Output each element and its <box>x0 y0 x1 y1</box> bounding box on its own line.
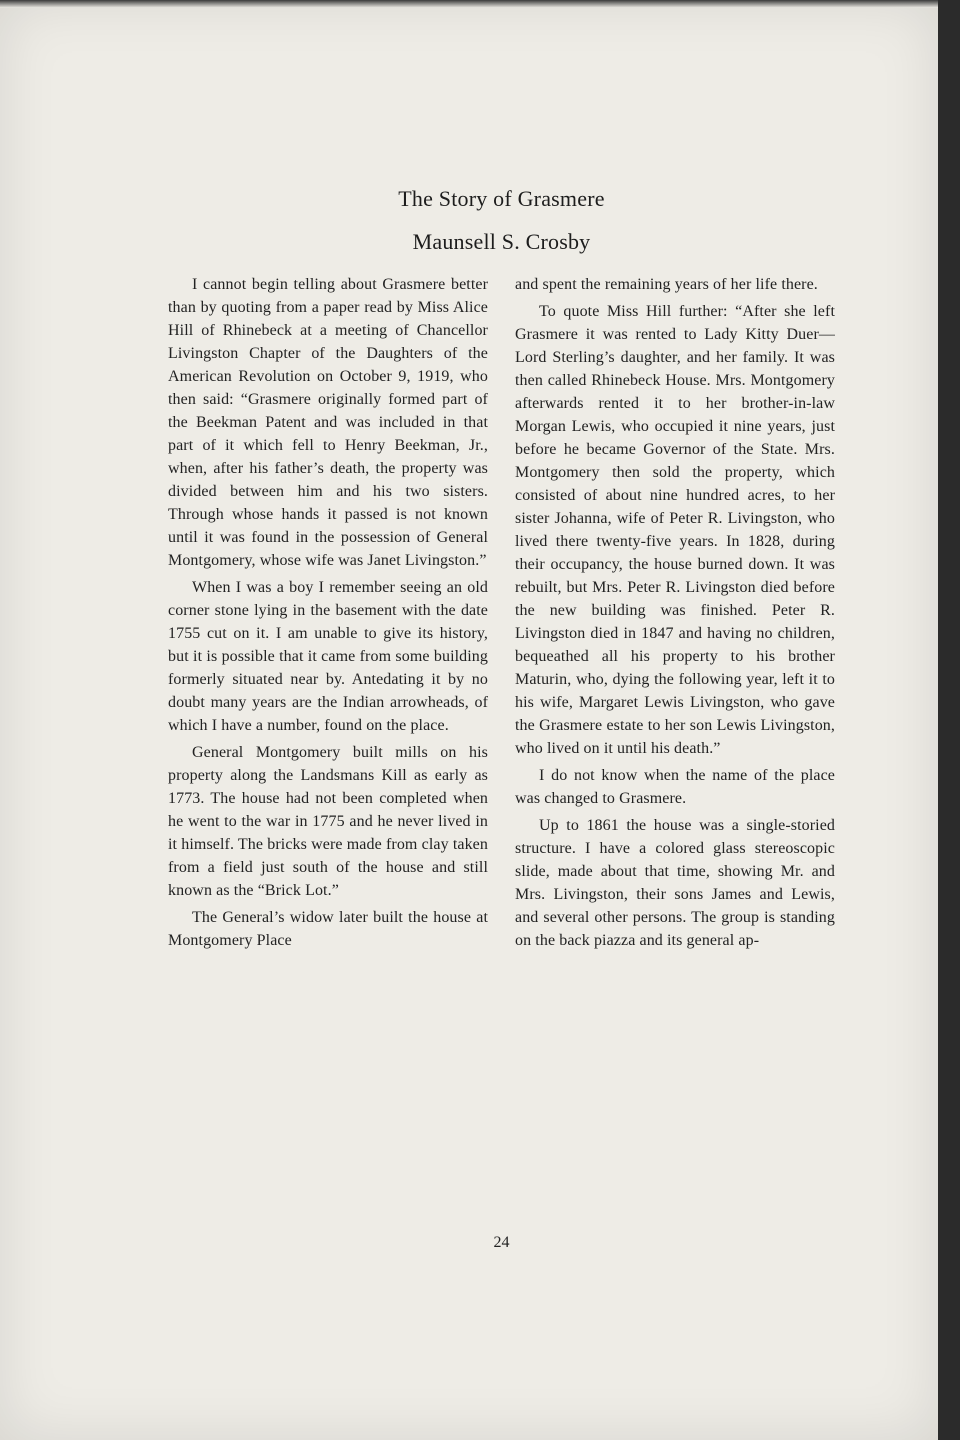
right-column <box>515 273 835 952</box>
paragraph: I cannot begin telling about Grasmere better than by quoting from a paper read by Miss Alice Hill of Rhinebeck at a meeting of Chancellor Livingston Chapter of the Daughters of the American Revolution on October 9, 1919, who then said: “Grasmere originally formed part of the Beekman Patent and was included in that part of it which fell to Henry Beekman, Jr., when, after his father’s death, the property was divided between him and his two sisters. Through whose hands it passed is not known until it was found in the possession of General Montgomery, whose wife was Janet Livingston.” <box>168 276 488 569</box>
paragraph: General Montgomery built mills on his property along the Landsmans Kill as early as 1773. The house had not been completed when he went to the war in 1775 and he never lived in it himself. The bricks were made from clay taken from a field just south of the house and still known as the “Brick Lot.” <box>168 744 488 899</box>
paragraph: and spent the remaining years of her life there. <box>515 276 818 293</box>
page-title: The Story of Grasmere <box>398 186 605 211</box>
paragraph: I do not know when the name of the place was changed to Grasmere. <box>515 767 835 807</box>
page-number: 24 <box>493 1234 510 1251</box>
left-column <box>168 273 488 952</box>
paragraph: Up to 1861 the house was a single-storied structure. I have a colored glass stereoscopic slide, made about that time, showing Mr. and Mrs. Livingston, their sons James and Lewis, and several other persons. The group is standing on the back piazza and its general ap- <box>515 817 835 949</box>
page-top-edge <box>0 0 938 8</box>
paragraph: The General’s widow later built the house at Montgomery Place <box>168 909 488 949</box>
paragraph: When I was a boy I remember seeing an old corner stone lying in the basement with the date 1755 cut on it. I am unable to give its history, but it is possible that it came from some building formerly situated near by. Antedating it by no doubt many years are the Indian arrowheads, of which I have a number, found on the place. <box>168 579 488 734</box>
paragraph: To quote Miss Hill further: “After she left Grasmere it was rented to Lady Kitty Duer—Lord Sterling’s daughter, and her family. It was then called Rhinebeck House. Mrs. Montgomery afterwards rented it to her brother-in-law Morgan Lewis, who occupied it nine years, just before he became Governor of the State. Mrs. Montgomery then sold the property, which consisted of about nine hundred acres, to her sister Johanna, wife of Peter R. Livingston, who lived there twenty-five years. In 1828, during their occupancy, the house burned down. It was rebuilt, but Mrs. Peter R. Livingston died before the new building was finished. Peter R. Livingston died in 1847 and having no children, bequeathed all his property to his brother Maturin, who, dying the following year, left it to his wife, Margaret Lewis Livingston, who gave the Grasmere estate to her son Lewis Livingston, who lived on it until his death.” <box>515 303 835 757</box>
author-name: Maunsell S. Crosby <box>412 229 591 254</box>
